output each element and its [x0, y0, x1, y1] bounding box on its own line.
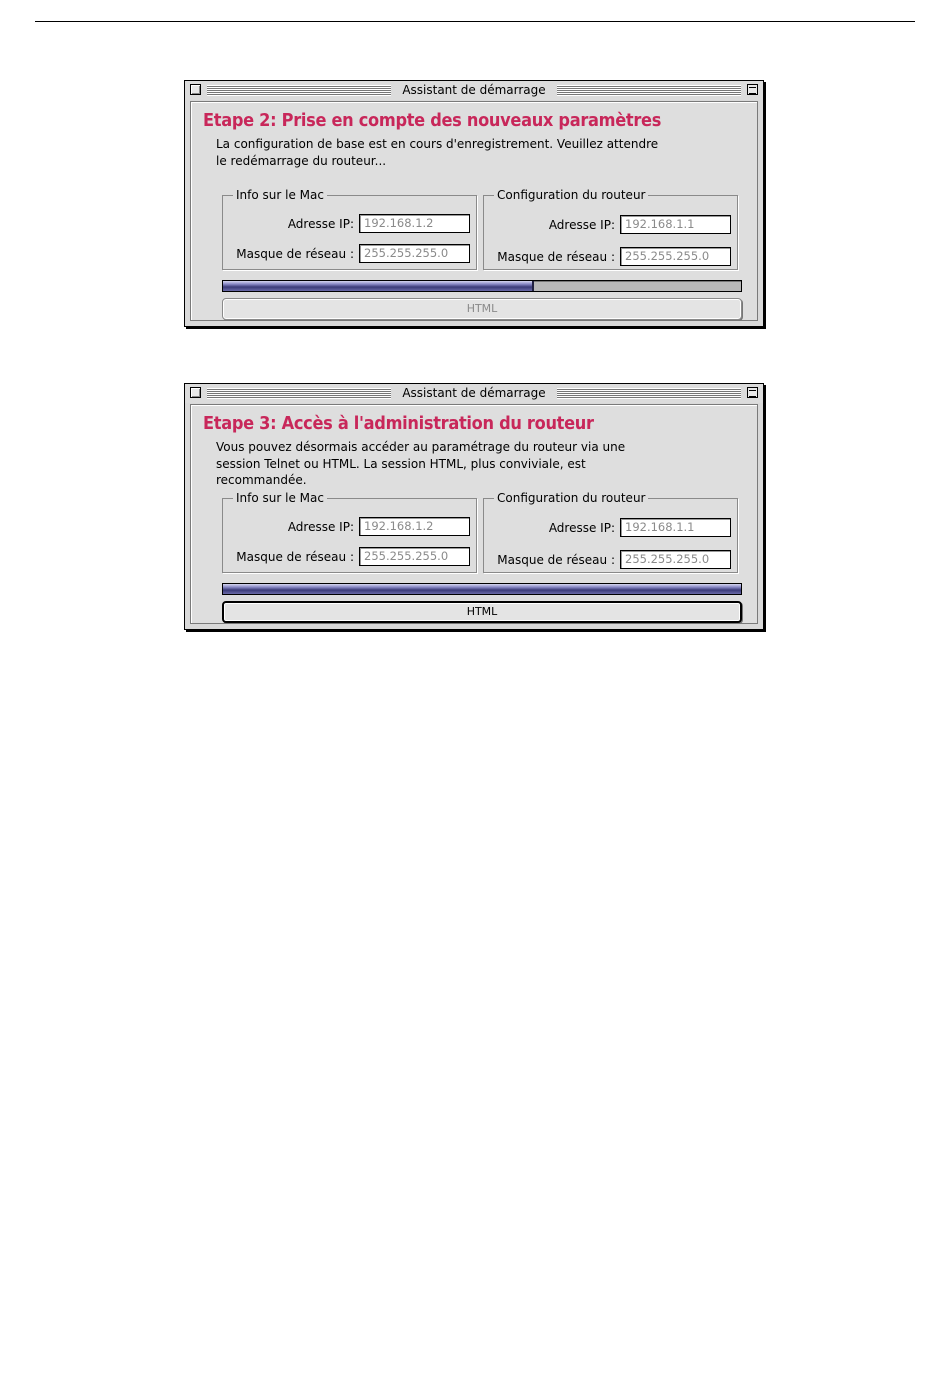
- collapse-box-icon[interactable]: [747, 387, 758, 398]
- close-box-icon[interactable]: [190, 387, 201, 398]
- setup-assistant-window-step-2: [184, 80, 764, 327]
- router-mask-row: [484, 247, 737, 267]
- window-title: Assistant de démarrage: [391, 82, 557, 99]
- step-description: [216, 136, 716, 169]
- progress-fill: [223, 281, 534, 291]
- router-config-group: [483, 491, 738, 573]
- setup-assistant-window-step-3: [184, 383, 764, 630]
- router-ip-field[interactable]: 192.168.1.1: [620, 518, 731, 537]
- group-label: Info sur le Mac: [233, 187, 327, 203]
- html-button[interactable]: HTML: [222, 298, 742, 320]
- titlebar-stripes: [207, 388, 391, 399]
- mask-label: Masque de réseau :: [497, 250, 615, 264]
- step-description: [216, 439, 716, 489]
- router-config-group: [483, 188, 738, 270]
- mac-info-group: [222, 188, 477, 270]
- mask-label: Masque de réseau :: [236, 550, 354, 564]
- description-line: La configuration de base est en cours d'enregistrement. Veuillez attendre: [216, 137, 659, 151]
- router-ip-field[interactable]: 192.168.1.1: [620, 215, 731, 234]
- collapse-box-icon[interactable]: [747, 84, 758, 95]
- titlebar-stripes: [557, 388, 741, 399]
- step-title: Etape 3: Accès à l'administration du routeur: [203, 413, 594, 434]
- close-box-icon[interactable]: [190, 84, 201, 95]
- ip-label: Adresse IP:: [287, 217, 354, 231]
- router-ip-row: [484, 518, 737, 538]
- ip-label: Adresse IP:: [548, 521, 615, 535]
- window-content: [190, 101, 758, 321]
- mac-mask-field[interactable]: 255.255.255.0: [359, 244, 470, 263]
- mac-ip-row: [223, 214, 476, 234]
- ip-label: Adresse IP:: [287, 520, 354, 534]
- mask-label: Masque de réseau :: [497, 553, 615, 567]
- router-mask-field[interactable]: 255.255.255.0: [620, 550, 731, 569]
- ip-label: Adresse IP:: [548, 218, 615, 232]
- html-button[interactable]: HTML: [222, 601, 742, 623]
- description-line: session Telnet ou HTML. La session HTML, plus conviviale, est: [216, 456, 586, 471]
- router-mask-row: [484, 550, 737, 570]
- group-label: Configuration du routeur: [494, 490, 648, 506]
- group-label: Info sur le Mac: [233, 490, 327, 506]
- router-mask-field[interactable]: 255.255.255.0: [620, 247, 731, 266]
- mask-label: Masque de réseau :: [236, 247, 354, 261]
- mac-ip-field[interactable]: 192.168.1.2: [359, 214, 470, 233]
- mac-ip-field[interactable]: 192.168.1.2: [359, 517, 470, 536]
- mac-mask-row: [223, 547, 476, 567]
- titlebar-stripes: [207, 85, 391, 96]
- description-line: recommandée.: [216, 473, 307, 487]
- page-top-rule: [35, 21, 915, 22]
- mac-info-group: [222, 491, 477, 573]
- mac-ip-row: [223, 517, 476, 537]
- progress-bar: [222, 583, 742, 595]
- window-title: Assistant de démarrage: [391, 385, 557, 402]
- window-titlebar[interactable]: [185, 81, 763, 100]
- mac-mask-field[interactable]: 255.255.255.0: [359, 547, 470, 566]
- mac-mask-row: [223, 244, 476, 264]
- group-label: Configuration du routeur: [494, 187, 648, 203]
- progress-fill: [223, 584, 741, 594]
- router-ip-row: [484, 215, 737, 235]
- window-titlebar[interactable]: [185, 384, 763, 403]
- window-content: [190, 404, 758, 624]
- step-title: Etape 2: Prise en compte des nouveaux paramètres: [203, 110, 662, 131]
- description-line: le redémarrage du routeur...: [216, 153, 387, 168]
- description-line: Vous pouvez désormais accéder au paramétrage du routeur via une: [216, 440, 626, 454]
- titlebar-stripes: [557, 85, 741, 96]
- progress-bar: [222, 280, 742, 292]
